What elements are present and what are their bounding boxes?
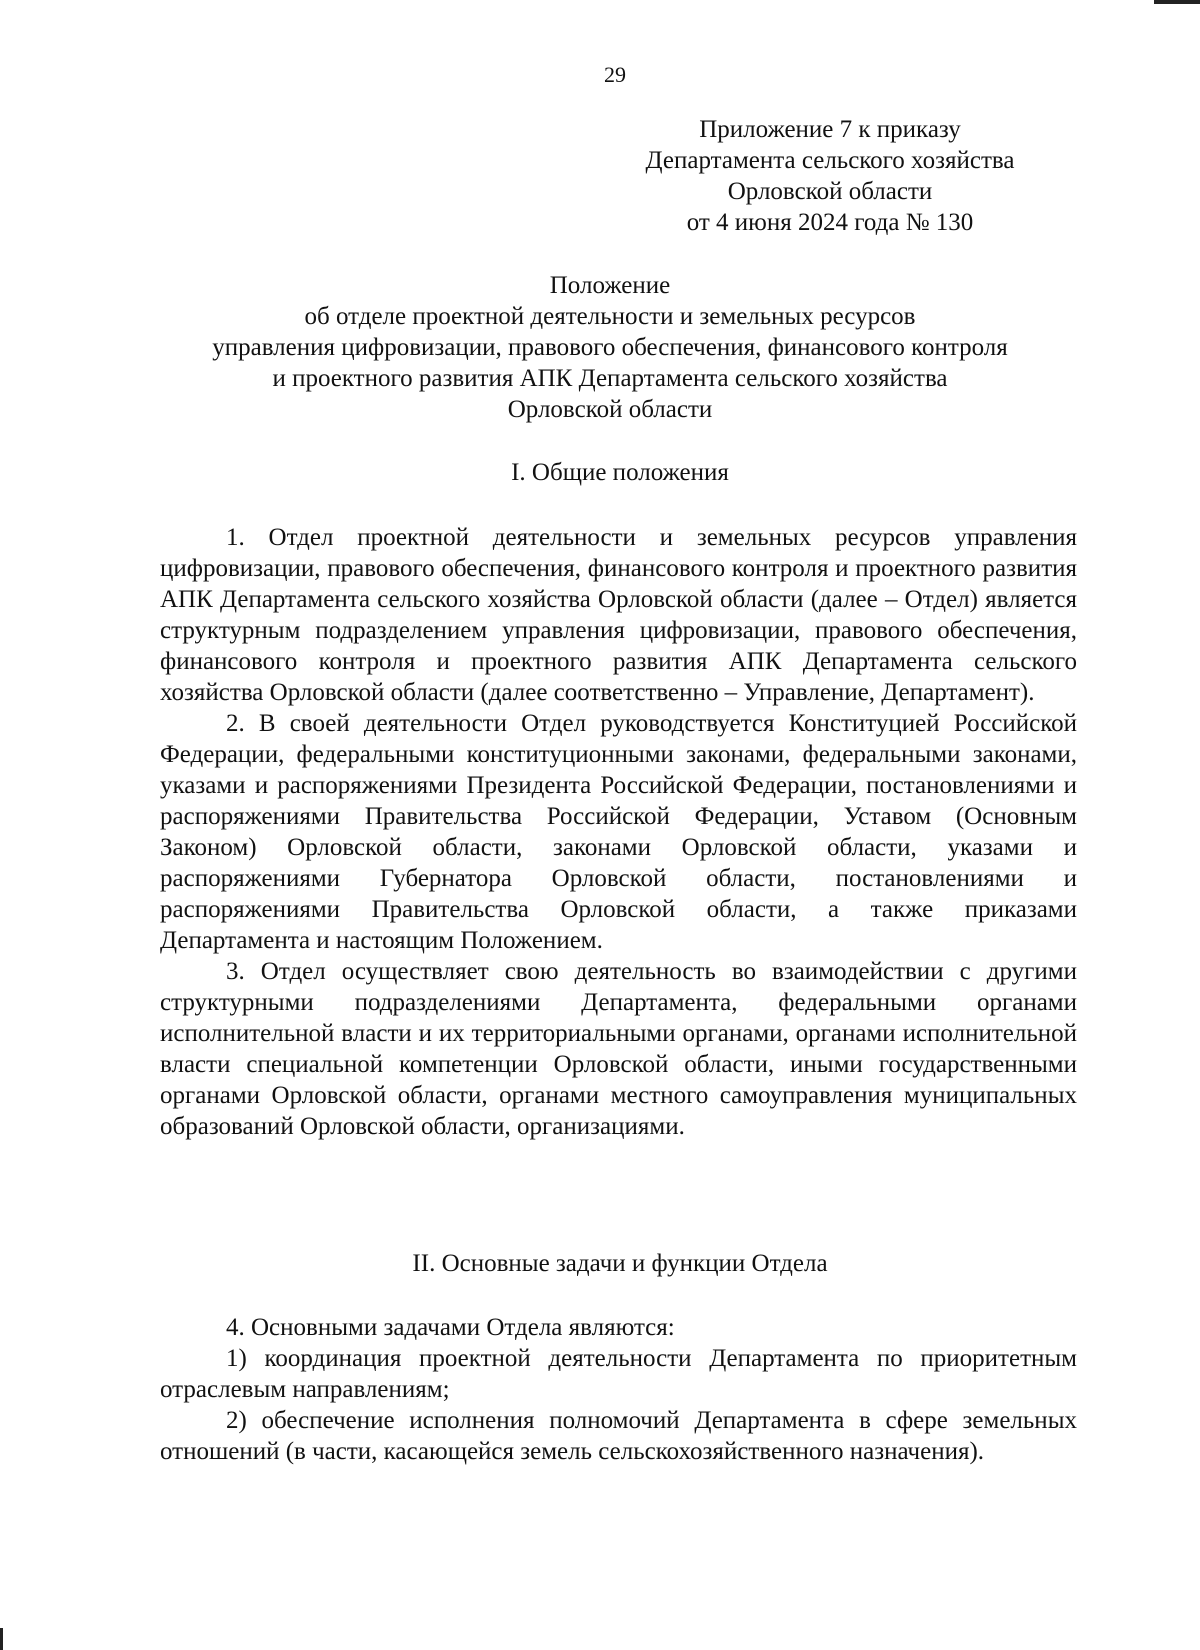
title-line: и проектного развития АПК Департамента сельского хозяйства <box>272 365 948 392</box>
appendix-line: Орловской области <box>727 178 933 205</box>
section-body-general <box>160 522 1077 1142</box>
scan-edge-mark-left <box>0 1628 3 1650</box>
document-title <box>140 270 1080 425</box>
section-body-tasks <box>160 1312 1077 1467</box>
paragraph-4: 4. Основными задачами Отдела являются: <box>226 1314 675 1341</box>
appendix-line: Департамента сельского хозяйства <box>645 147 1015 174</box>
task-item-2: 2) обеспечение исполнения полномочий Департамента в сфере земельных отношений (в части, касающейся земель сельскохозяйственного назначения). <box>160 1407 1077 1465</box>
title-line: Орловской области <box>507 396 713 423</box>
title-line: управления цифровизации, правового обеспечения, финансового контроля <box>212 334 1008 361</box>
title-line: Положение <box>549 272 671 299</box>
paragraph-1: 1. Отдел проектной деятельности и земельных ресурсов управления цифровизации, правового обеспечения, финансового контроля и проектного развития АПК Департамента сельского хозяйства Орловской области (далее – Отдел) является структурным подразделением управления цифровизации, правового обеспечения, финансового контроля и проектного развития АПК Департамента сельского хозяйства Орловской области (далее соответственно – Управление, Департамент). <box>160 524 1077 706</box>
appendix-line: Приложение 7 к приказу <box>699 116 961 143</box>
title-line: об отделе проектной деятельности и земельных ресурсов <box>304 303 916 330</box>
appendix-line: от 4 июня 2024 года № 130 <box>686 209 974 236</box>
appendix-reference <box>600 114 1060 238</box>
section-heading-general: I. Общие положения <box>511 459 729 486</box>
paragraph-3: 3. Отдел осуществляет свою деятельность во взаимодействии с другими структурными подразделениями Департамента, федеральными органами исполнительной власти и их территориальными органами, органами исполнительной власти специальной компетенции Орловской области, иными государственными органами Орловской области, органами местного самоуправления муниципальных образований Орловской области, организациями. <box>160 958 1077 1140</box>
page-number: 29 <box>604 62 626 87</box>
section-heading-tasks: II. Основные задачи и функции Отдела <box>412 1250 828 1277</box>
task-item-1: 1) координация проектной деятельности Департамента по приоритетным отраслевым направлениям; <box>160 1345 1077 1403</box>
scan-edge-mark-top <box>1154 0 1200 4</box>
paragraph-2: 2. В своей деятельности Отдел руководствуется Конституцией Российской Федерации, федеральными конституционными законами, федеральными законами, указами и распоряжениями Президента Российской Федерации, постановлениями и распоряжениями Правительства Российской Федерации, Уставом (Основным Законом) Орловской области, законами Орловской области, указами и распоряжениями Губернатора Орловской области, постановлениями и распоряжениями Правительства Орловской области, а также приказами Департамента и настоящим Положением. <box>160 710 1077 954</box>
